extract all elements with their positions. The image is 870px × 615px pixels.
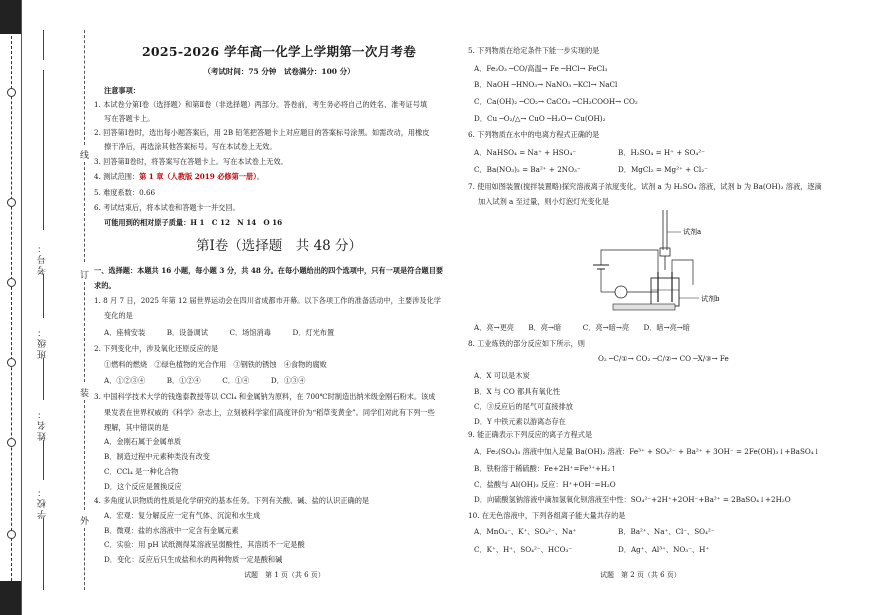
notes-heading: 注意事项：	[104, 86, 140, 95]
difficulty: 5. 难度系数：0.66	[94, 188, 156, 197]
class-field[interactable]	[43, 358, 44, 400]
question-option: D．向硫酸氢钠溶液中滴加氢氧化钡溶液至中性：SO₄²⁻+2H⁺+2OH⁻+Ba²⁺ = 2BaSO₄↓+2H₂O	[474, 495, 791, 504]
school-label: 学校：	[38, 486, 48, 519]
fill-line	[43, 30, 44, 60]
exam-title: 2025-2026 学年高一化学上学期第一次月考卷	[141, 44, 417, 59]
question-option: ①燃料的燃烧 ②绿色植物的光合作用 ③钢铁的锈蚀 ④食物的腐败	[104, 360, 327, 369]
student-info-column	[36, 30, 54, 590]
question-stem: 9. 能正确表示下列反应的离子方程式是	[468, 430, 593, 439]
name-field[interactable]	[43, 440, 44, 480]
question-option: A．亮→更亮 B．亮→暗 C．亮→暗→亮 D．暗→亮→暗	[474, 323, 690, 332]
question-option: B．Ba²⁺、Na⁺、Cl⁻、SO₄²⁻	[618, 527, 715, 536]
test-scope	[94, 170, 264, 184]
question-stem: 2. 下列变化中，涉及氧化还原反应的是	[94, 344, 219, 353]
question-option: A．Fe₂O₃ ─CO/高温→ Fe ─HCl→ FeCl₃	[474, 64, 608, 73]
footer-page-2: 试题 第 2 页（共 6 页）	[600, 571, 681, 579]
question-stem: 8. 工业炼铁的部分反应如下所示，则	[468, 339, 585, 348]
question-option: B．H₂SO₄ = H⁺ + SO₄²⁻	[618, 148, 705, 157]
test-scope-suffix: 。	[256, 172, 264, 181]
cut-word: 外	[80, 517, 90, 527]
notes-item: 3. 回答第Ⅱ卷时，将答案写在答题卡上。写在本试卷上无效。	[94, 157, 288, 166]
section-title: 第Ⅰ卷（选择题 共 48 分）	[195, 238, 363, 254]
question-option: D．Y 中铁元素以游离态存在	[474, 417, 566, 426]
cut-dash	[84, 528, 85, 590]
question-option: A．NaHSO₄ = Na⁺ + HSO₄⁻	[474, 148, 577, 157]
atomic-mass: 可能用到的相对原子质量：H 1 C 12 N 14 O 16	[104, 218, 283, 227]
question-stem: 7. 使用如图装置(搅拌装置略)探究溶液离子浓度变化，试剂 a 为 H₂SO₄ 溶液，试剂 b 为 Ba(OH)₂ 溶液，逐滴	[468, 182, 822, 191]
black-block	[0, 0, 22, 34]
cut-dash	[84, 162, 85, 262]
test-scope-label: 4. 测试范围：	[94, 172, 140, 181]
label-reagent-a: 试剂a	[683, 228, 702, 236]
cut-word: 线	[80, 151, 90, 161]
question-stem: 10. 在无色溶液中，下列各组离子能大量共存的是	[468, 511, 626, 520]
section-intro: 一、选择题：本题共 16 小题，每小题 3 分，共 48 分。在每小题给出的四个选项中，只有一项是符合题目要	[94, 266, 444, 275]
notes-item: 写在答题卡上。	[104, 114, 155, 123]
cut-dash	[84, 30, 85, 145]
black-block	[0, 581, 22, 615]
question-option: A．金刚石属于金属单质	[104, 437, 182, 446]
question-option: B．微观：盐的水溶液中一定含有金属元素	[104, 526, 239, 535]
exam-subtitle: （考试时间：75 分钟 试卷满分：100 分）	[203, 67, 355, 76]
binding-hole	[7, 88, 16, 97]
question-option: D．MgCl₂ = Mg²⁺ + Cl₂⁻	[618, 165, 708, 174]
question-option: 变化的是	[104, 311, 133, 320]
question-option: D．这个反应是置换反应	[104, 482, 182, 491]
question-option: A．宏观：复分解反应一定有气体、沉淀和水生成	[104, 511, 261, 520]
binding-hole	[7, 278, 16, 287]
binding-hole	[7, 438, 16, 447]
question-option: B．铁粉溶于稀硫酸：Fe+2H⁺=Fe³⁺+H₂↑	[474, 464, 617, 473]
question-option: C．K⁺、H⁺、SO₄²⁻、HCO₃⁻	[474, 545, 573, 554]
question-option: C．③反应后的尾气可直接排放	[474, 402, 573, 411]
question-stem: 3. 中国科学技术大学的钱逸泰教授等以 CCl₄ 和金属钠为原料，在 700℃时制造出纳米级金刚石粉末。该成	[94, 392, 436, 401]
notes-item: 6. 考试结束后，将本试卷和答题卡一并交回。	[94, 203, 240, 212]
question-option: B．制造过程中元素种类没有改变	[104, 452, 210, 461]
question-option: 加入试剂 a 至过量，则小灯泡灯光变化是	[478, 197, 610, 206]
question-option: C．盐酸与 Al(OH)₃ 反应：H⁺+OH⁻=H₂O	[474, 480, 616, 489]
question-option: D．变化：反应后只生成盐和水的两种物质一定是酸和碱	[104, 555, 283, 564]
question-option: B．NaOH ─HNO₃→ NaNO₃ ─KCl→ NaCl	[474, 80, 618, 89]
exam-number-field[interactable]	[43, 274, 44, 318]
fill-line	[43, 70, 44, 230]
question-option: A．X 可以是木炭	[474, 371, 530, 380]
question-option: A．座椅安装 B．设备调试 C．场馆消毒 D．灯光布置	[104, 328, 335, 337]
question-option: A．①②③④ B．①②④ C．①④ D．①③④	[104, 376, 306, 385]
question-option: C．Ba(NO₃)₂ = Ba²⁺ + 2NO₃⁻	[474, 165, 581, 174]
question-option: A．MnO₄⁻、K⁺、SO₄²⁻、Na⁺	[474, 527, 577, 536]
question-option: 果发表在世界权威的《科学》杂志上，立刻被科学家们高度评价为“稻草变黄金”。同学们对此有下列一些	[104, 408, 435, 417]
question-stem: 1. 8 月 7 日，2025 年第 12 届世界运动会在四川省成都市开幕。以下各项工作的准备活动中，主要涉及化学	[94, 296, 441, 305]
question-option: B．X 与 CO 都具有氧化性	[474, 387, 561, 396]
footer-page-1: 试题 第 1 页（共 6 页）	[244, 571, 325, 579]
notes-item: 1. 本试卷分第Ⅰ卷（选择题）和第Ⅱ卷（非选择题）两部分。答卷前，考生务必将自己的姓名、准考证号填	[94, 100, 428, 109]
notes-item: 2. 回答第Ⅰ卷时，选出每小题答案后，用 2B 铅笔把答题卡上对应题目的答案标号涂黑。如需改动，用橡皮	[94, 128, 430, 137]
cut-word: 订	[80, 271, 90, 281]
class-label: 班级：	[38, 326, 48, 359]
strip-dashed-line	[11, 36, 12, 581]
apparatus-figure	[583, 210, 723, 318]
exam-number-label: 考号：	[38, 242, 48, 275]
question-option: C．Ca(OH)₂ ─CO₂→ CaCO₃ ─CH₃COOH→ CO₂	[474, 97, 638, 106]
strip-border	[21, 0, 22, 615]
question-option: O₂ ─C/①→ CO₂ ─C/②→ CO ─X/③→ Fe	[598, 354, 729, 363]
question-stem: 6. 下列物质在水中的电离方程式正确的是	[468, 130, 600, 139]
binding-strip	[0, 0, 22, 615]
question-option: C．实验：用 pH 试纸测得某溶液呈弱酸性，其溶质不一定是酸	[104, 540, 305, 549]
question-stem: 4. 多角度认识物质的性质是化学研究的基本任务。下列有关酸、碱、盐的认识正确的是	[94, 496, 370, 505]
binding-hole	[7, 530, 16, 539]
cut-word: 装	[80, 389, 90, 399]
test-scope-value: 第 1 章（人教版 2019 必修第一册）	[139, 172, 257, 181]
cut-dash	[84, 282, 85, 382]
cut-dash	[84, 400, 85, 510]
cut-line-column	[78, 30, 92, 590]
section-intro: 求的。	[94, 281, 116, 290]
label-reagent-b: 试剂b	[701, 295, 720, 303]
binding-hole	[7, 198, 16, 207]
question-stem: 5. 下列物质在给定条件下能一步实现的是	[468, 46, 600, 55]
question-option: C．CCl₄ 是一种化合物	[104, 467, 179, 476]
question-option: D．Ag⁺、Al³⁺、NO₃⁻、H⁺	[618, 545, 710, 554]
question-option: 理解，其中错误的是	[104, 423, 169, 432]
question-option: D．Cu ─O₂/△→ CuO ─H₂O→ Cu(OH)₂	[474, 114, 606, 123]
name-label: 姓名：	[38, 408, 48, 441]
binding-hole	[7, 358, 16, 367]
school-field[interactable]	[43, 518, 44, 590]
question-option: A．Fe₂(SO₄)₃ 溶液中加入足量 Ba(OH)₂ 溶液：Fe³⁺ + SO₄²⁻ + Ba²⁺ + 3OH⁻ = 2Fe(OH)₃↓+BaSO₄↓	[474, 447, 820, 456]
notes-item: 擦干净后，再选涂其他答案标号。写在本试卷上无效。	[104, 142, 277, 151]
